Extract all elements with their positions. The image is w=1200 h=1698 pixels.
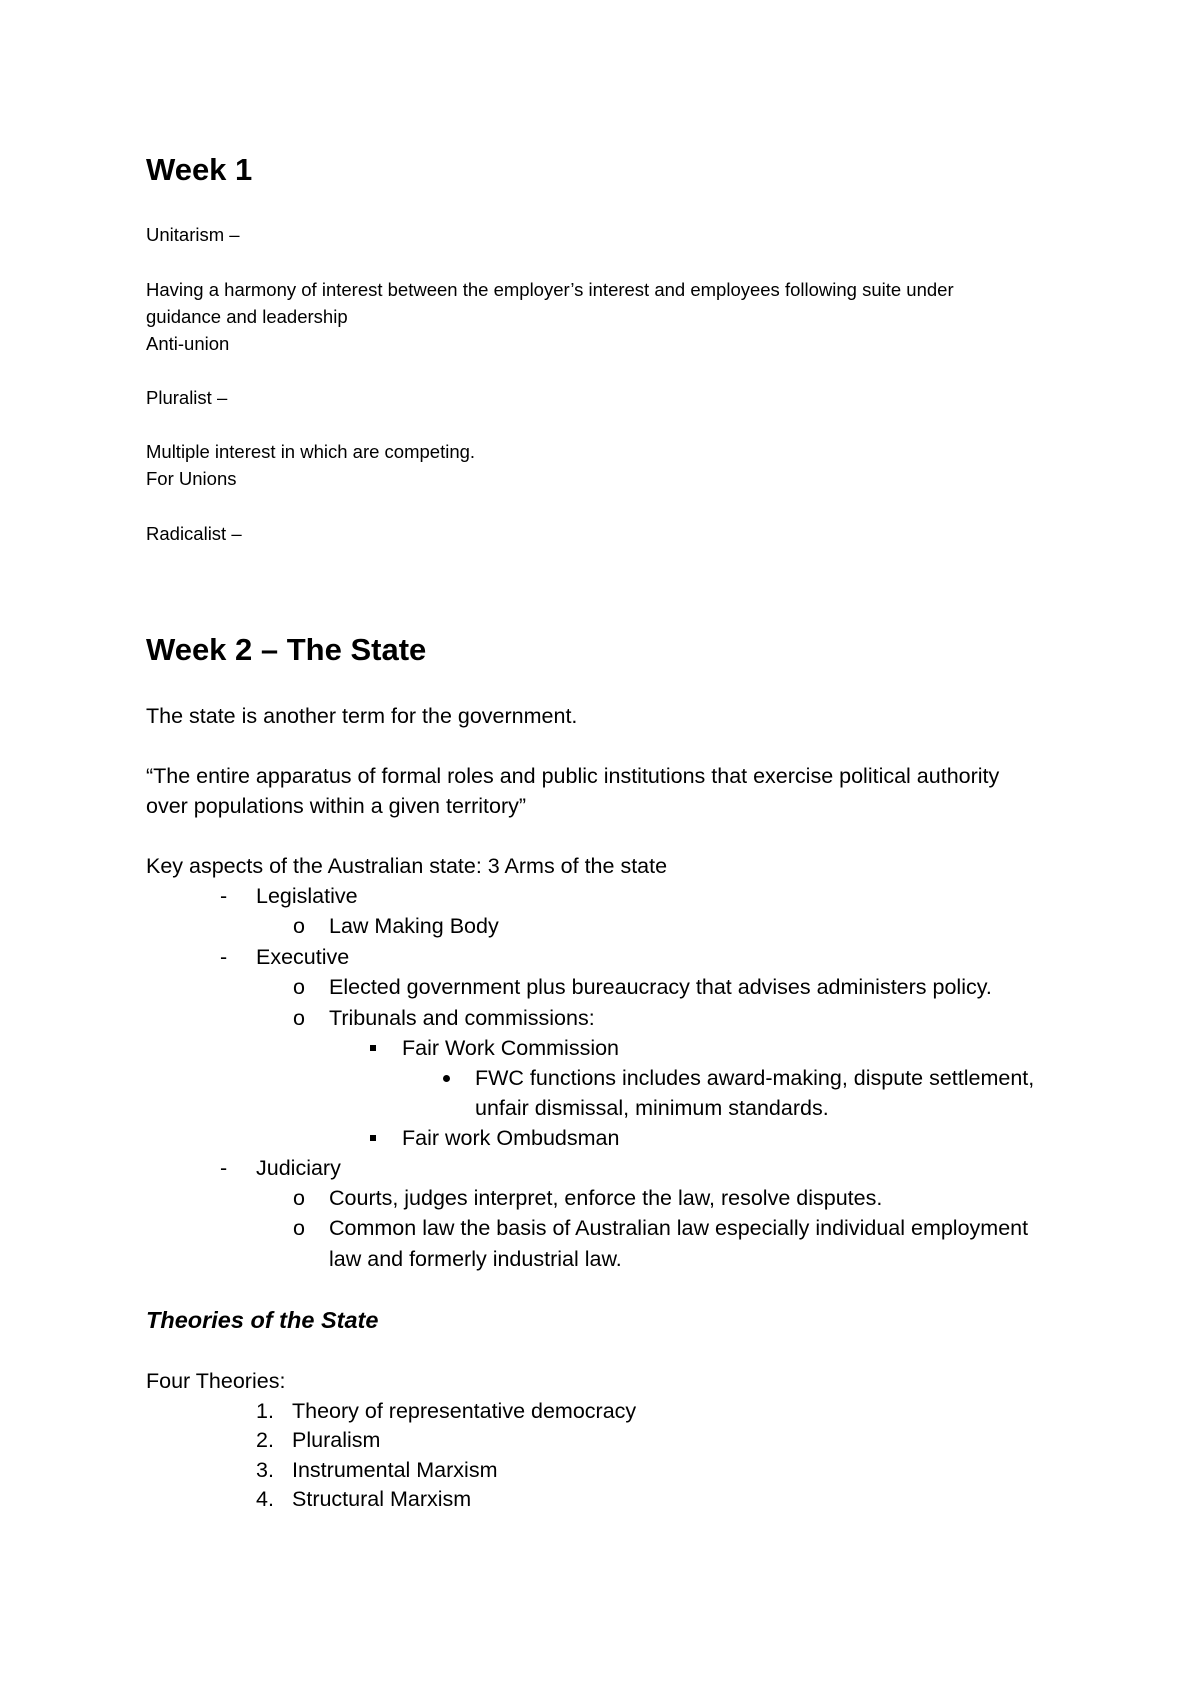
fwc-item: Fair Work Commission: [402, 1036, 620, 1060]
radicalist-label: Radicalist –: [146, 523, 242, 544]
circle-bullet: o: [293, 1216, 305, 1240]
legislative-label: Legislative: [256, 884, 358, 908]
list-number: 2.: [256, 1428, 274, 1452]
theory-item: Instrumental Marxism: [292, 1458, 498, 1482]
judiciary-item-1: Courts, judges interpret, enforce the law, resolve disputes.: [329, 1186, 883, 1210]
theories-intro: Four Theories:: [146, 1369, 286, 1393]
theories-heading: Theories of the State: [146, 1307, 379, 1333]
list-number: 4.: [256, 1487, 274, 1511]
judiciary-label: Judiciary: [256, 1156, 341, 1180]
judiciary-item-2-line2: law and formerly industrial law.: [329, 1247, 622, 1271]
dash-bullet: -: [220, 1156, 228, 1180]
theory-item: Structural Marxism: [292, 1487, 472, 1511]
pluralist-desc: Multiple interest in which are competing.: [146, 441, 476, 462]
state-quote-line2: over populations within a given territory”: [146, 794, 527, 818]
list-number: 1.: [256, 1399, 274, 1423]
theory-item: Pluralism: [292, 1428, 381, 1452]
unitarism-desc-line1: Having a harmony of interest between the employer’s interest and employees following suite under: [146, 279, 954, 300]
circle-bullet: o: [293, 914, 305, 938]
circle-bullet: o: [293, 975, 305, 999]
circle-bullet: o: [293, 1186, 305, 1210]
square-bullet: [370, 1135, 376, 1141]
unitarism-label: Unitarism –: [146, 224, 240, 245]
unitarism-stance: Anti-union: [146, 333, 230, 354]
arms-intro: Key aspects of the Australian state: 3 Arms of the state: [146, 854, 668, 878]
state-quote-line1: “The entire apparatus of formal roles and public institutions that exercise political authority: [146, 764, 1000, 788]
week1-heading: Week 1: [146, 152, 253, 187]
theory-item: Theory of representative democracy: [292, 1399, 637, 1423]
ombudsman-item: Fair work Ombudsman: [402, 1126, 620, 1150]
fwc-detail-line1: FWC functions includes award-making, dispute settlement,: [475, 1066, 1035, 1090]
pluralist-label: Pluralist –: [146, 387, 228, 408]
round-bullet: [443, 1075, 450, 1082]
executive-label: Executive: [256, 945, 350, 969]
judiciary-item-2-line1: Common law the basis of Australian law especially individual employment: [329, 1216, 1029, 1240]
circle-bullet: o: [293, 1006, 305, 1030]
executive-item-1: Elected government plus bureaucracy that advises administers policy.: [329, 975, 992, 999]
executive-item-2: Tribunals and commissions:: [329, 1006, 595, 1030]
dash-bullet: -: [220, 945, 228, 969]
legislative-item: Law Making Body: [329, 914, 499, 938]
pluralist-stance: For Unions: [146, 468, 237, 489]
week2-heading: Week 2 – The State: [146, 632, 427, 667]
list-number: 3.: [256, 1458, 274, 1482]
fwc-detail-line2: unfair dismissal, minimum standards.: [475, 1096, 829, 1120]
square-bullet: [370, 1045, 376, 1051]
dash-bullet: -: [220, 884, 228, 908]
state-intro: The state is another term for the government.: [146, 704, 578, 728]
unitarism-desc-line2: guidance and leadership: [146, 306, 348, 327]
